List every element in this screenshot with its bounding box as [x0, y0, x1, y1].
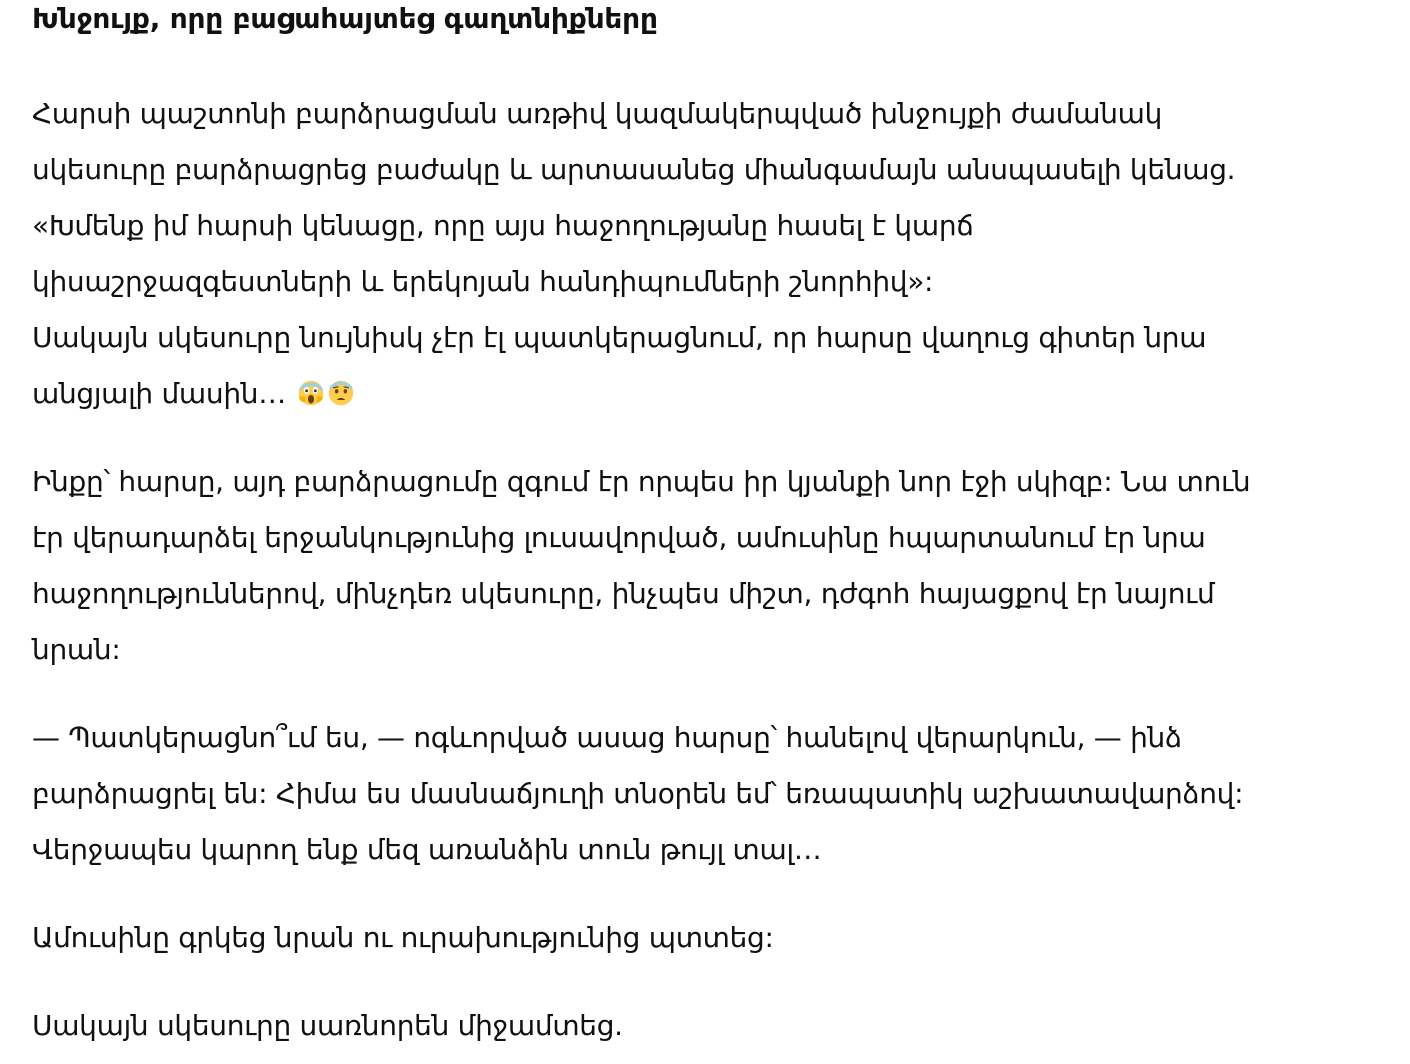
paragraph-3 — [32, 710, 1362, 878]
face-screaming-in-fear-emoji — [297, 379, 325, 407]
spacer — [32, 422, 1362, 454]
paragraph-line: նրան: — [32, 633, 121, 666]
spacer — [32, 878, 1362, 910]
paragraph-line: Վերջապես կարող ենք մեզ առանձին տուն թույլ տալ… — [32, 833, 822, 866]
paragraph-4 — [32, 910, 1362, 966]
paragraph-line: անցյալի մասին… — [32, 377, 286, 410]
paragraph-line: Ինքը՝ հարսը, այդ բարձրացումը զգում էր որպես իր կյանքի նոր էջի սկիզբ: Նա տուն — [32, 465, 1251, 498]
paragraph-line: կիսաշրջազգեստների և երեկոյան հանդիպումների շնորհիվ»: — [32, 265, 934, 298]
paragraph-line: բարձրացրել են: Հիմա ես մասնաճյուղի տնօրեն եմ՝ եռապատիկ աշխատավարձով: — [32, 777, 1244, 810]
paragraph-line: էր վերադարձել երջանկությունից լուսավորված, ամուսինը հպարտանում էր նրա — [32, 521, 1206, 554]
article — [32, 0, 1362, 1054]
paragraph-line: — Պատկերացնո՞ւմ ես, — ոգևորված ասաց հարսը՝ հանելով վերարկուն, — ինձ — [32, 721, 1182, 754]
paragraph-line: Սակայն սկեսուրը նույնիսկ չէր էլ պատկերացնում, որ հարսը վաղուց գիտեր նրա — [32, 321, 1207, 354]
spacer — [32, 966, 1362, 998]
paragraph-2 — [32, 454, 1362, 678]
paragraph-line: հաջողություններով, մինչդեռ սկեսուրը, ինչպես միշտ, դժգոհ հայացքով էր նայում — [32, 577, 1215, 610]
paragraph-5 — [32, 998, 1362, 1054]
paragraph-line: Սակայն սկեսուրը սառնորեն միջամտեց. — [32, 1009, 623, 1042]
paragraph-line: Ամուսինը գրկեց նրան ու ուրախությունից պտտեց: — [32, 921, 774, 954]
spacer — [32, 678, 1362, 710]
paragraph-line: սկեսուրը բարձրացրեց բաժակը և արտասանեց միանգամայն անսպասելի կենաց. — [32, 153, 1236, 186]
article-title: Խնջույք, որը բացահայտեց գաղտնիքները — [32, 2, 658, 35]
spacer — [32, 38, 1362, 86]
fearful-face-emoji — [327, 379, 355, 407]
paragraph-line: «Խմենք իմ հարսի կենացը, որը այս հաջողությանը հասել է կարճ — [32, 209, 974, 242]
paragraph-line-with-emoji — [32, 366, 1362, 422]
paragraph-1 — [32, 86, 1362, 422]
paragraph-line: Հարսի պաշտոնի բարձրացման առթիվ կազմակերպված խնջույքի ժամանակ — [32, 97, 1163, 130]
